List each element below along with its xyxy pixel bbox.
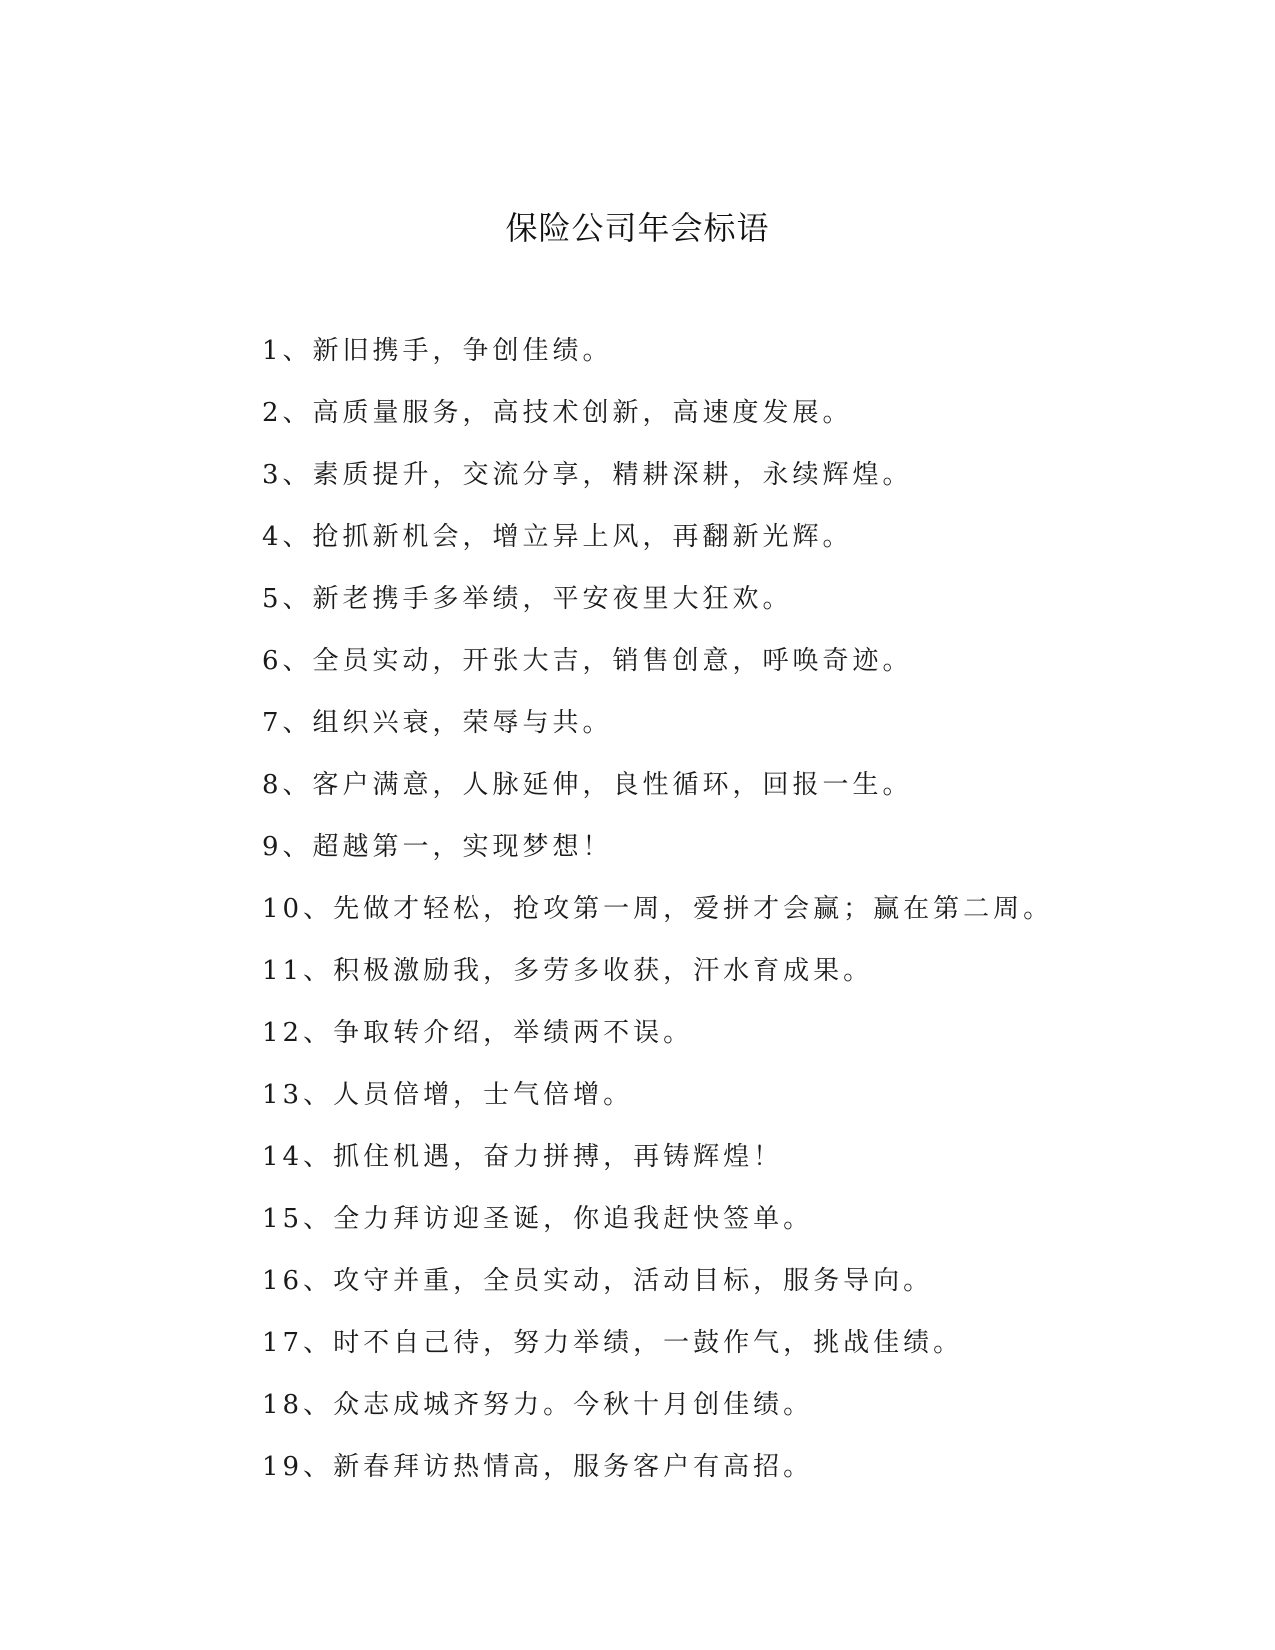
slogan-item-1: 1、新旧携手，争创佳绩。 [262,336,613,366]
slogan-item-13: 13、人员倍增，士气倍增。 [262,1080,634,1110]
slogan-item-9: 9、超越第一，实现梦想！ [262,832,613,862]
slogan-item-7: 7、组织兴衰，荣辱与共。 [262,708,613,738]
slogan-item-5: 5、新老携手多举绩，平安夜里大狂欢。 [262,584,793,614]
slogan-item-8: 8、客户满意，人脉延伸，良性循环，回报一生。 [262,770,913,800]
slogan-item-4: 4、抢抓新机会，增立异上风，再翻新光辉。 [262,522,853,552]
slogan-item-15: 15、全力拜访迎圣诞，你追我赶快签单。 [262,1204,814,1234]
slogan-list [262,331,1162,1509]
document-title: 保险公司年会标语 [505,209,770,247]
slogan-item-19: 19、新春拜访热情高，服务客户有高招。 [262,1452,814,1482]
slogan-item-10: 10、先做才轻松，抢攻第一周，爱拼才会赢；赢在第二周。 [262,894,1054,924]
slogan-item-18: 18、众志成城齐努力。今秋十月创佳绩。 [262,1390,814,1420]
slogan-item-16: 16、攻守并重，全员实动，活动目标，服务导向。 [262,1266,934,1296]
slogan-item-17: 17、时不自己待，努力举绩，一鼓作气，挑战佳绩。 [262,1328,964,1358]
slogan-item-14: 14、抓住机遇，奋力拼搏，再铸辉煌！ [262,1142,784,1172]
slogan-item-6: 6、全员实动，开张大吉，销售创意，呼唤奇迹。 [262,646,913,676]
slogan-item-11: 11、积极激励我，多劳多收获，汗水育成果。 [262,956,874,986]
slogan-item-12: 12、争取转介绍，举绩两不误。 [262,1018,694,1048]
slogan-item-3: 3、素质提升，交流分享，精耕深耕，永续辉煌。 [262,460,913,490]
slogan-item-2: 2、高质量服务，高技术创新，高速度发展。 [262,398,853,428]
